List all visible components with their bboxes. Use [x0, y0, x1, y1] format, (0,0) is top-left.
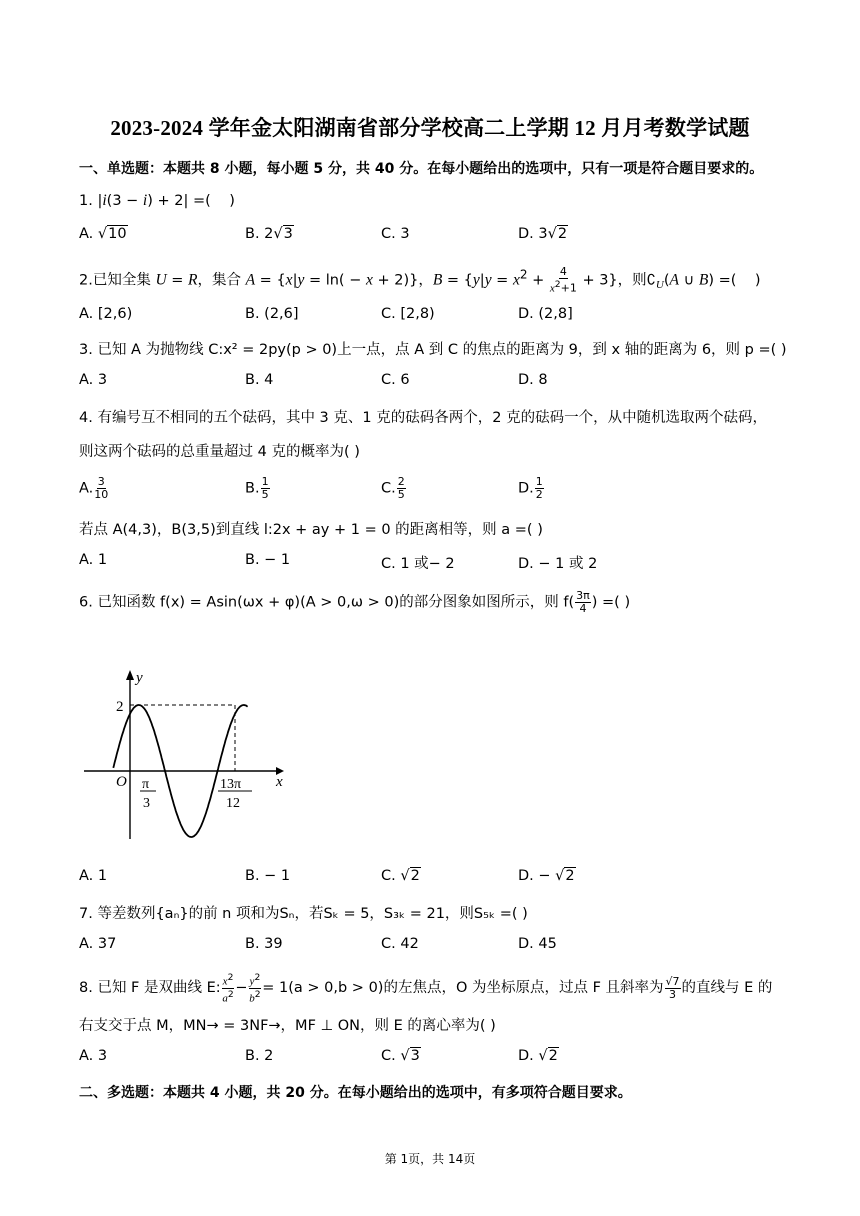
q5-option-d: D. − 1 或 2 [518, 556, 598, 572]
q8-option-b: B. 2 [245, 1048, 274, 1064]
peak-value-label: 2 [116, 699, 124, 715]
q6-option-c: C. √2 [381, 868, 420, 884]
q3-option-c: C. 6 [381, 372, 410, 388]
q1-option-d: D. 3√2 [518, 226, 568, 242]
y-axis-label: y [136, 670, 143, 686]
tick2-numerator: 13π [220, 777, 242, 792]
question-4-line1: 4. 有编号互不相同的五个砝码，其中 3 克、1 克的砝码各两个，2 克的砝码一个，从中随机选取两个砝码， [79, 410, 768, 426]
q1-option-a: A. √10 [79, 226, 127, 242]
q8-option-a: A. 3 [79, 1048, 108, 1064]
q3-option-d: D. 8 [518, 372, 548, 388]
x-axis-label: x [276, 774, 283, 790]
q5-option-a: A. 1 [79, 552, 108, 568]
q8-option-c: C. √3 [381, 1048, 420, 1064]
q6-option-d: D. − √2 [518, 868, 575, 884]
origin-label: O [116, 774, 127, 790]
q1-option-c: C. 3 [381, 226, 410, 242]
q2-option-c: C. [2,8) [381, 306, 435, 322]
question-3: 3. 已知 A 为抛物线 C:x² = 2py(p > 0)上一点，点 A 到 C 的焦点的距离为 9，到 x 轴的距离为 6，则 p =( ) [79, 342, 787, 358]
sine-graph-figure [80, 664, 286, 842]
q3-option-b: B. 4 [245, 372, 274, 388]
q2-option-b: B. (2,6] [245, 306, 299, 322]
q7-option-b: B. 39 [245, 936, 283, 952]
q8-option-d: D. √2 [518, 1048, 558, 1064]
question-8-line1: 8. 已知 F 是双曲线 E: $\frac{x^2}{a^2}$ − $\frac{y^2}{b^2}$ = 1(a > 0,b > 0)的左焦点，O 为坐标原点，过点 F 且斜率为 $\frac{√7}{3}$ 的直线与 E 的 [79, 972, 773, 1005]
q6-option-b: B. − 1 [245, 868, 291, 884]
q4-option-b: B. $\frac{1}{5}$ [245, 475, 269, 501]
section-heading-single-choice: 一、单选题：本题共 8 小题，每小题 5 分，共 40 分。在每小题给出的选项中，只有一项是符合题目要求的。 [79, 161, 764, 177]
question-4-line2: 则这两个砝码的总重量超过 4 克的概率为( ) [79, 444, 360, 460]
question-8-line2: 右支交于点 M，MN→ = 3NF→，MF ⊥ ON，则 E 的离心率为( ) [79, 1018, 496, 1034]
q7-option-c: C. 42 [381, 936, 419, 952]
question-6: 6. 已知函数 f(x) = Asin(ωx + φ)(A > 0,ω > 0)的部分图象如图所示，则 f( $\frac{3\pi}{4}$ ) =( ) [79, 589, 631, 615]
q2-option-a: A. [2,6) [79, 306, 133, 322]
question-1: 1. |i(3 − i) + 2| =( ) [79, 192, 235, 209]
page-footer: 第 1页，共 14页 [384, 1152, 476, 1166]
q5-option-c: C. 1 或− 2 [381, 556, 455, 572]
q3-option-a: A. 3 [79, 372, 108, 388]
q1-option-b: B. 2√3 [245, 226, 293, 242]
tick2-denominator: 12 [226, 796, 240, 811]
page-title: 2023-2024 学年金太阳湖南省部分学校高二上学期 12 月月考数学试题 [110, 116, 750, 140]
question-5: 若点 A(4,3)，B(3,5)到直线 l:2x + ay + 1 = 0 的距离相等，则 a =( ) [79, 522, 543, 538]
q6-option-a: A. 1 [79, 868, 108, 884]
q7-option-a: A. 37 [79, 936, 117, 952]
q5-option-b: B. − 1 [245, 552, 291, 568]
sine-graph-svg [80, 664, 286, 842]
question-7: 7. 等差数列{aₙ}的前 n 项和为Sₙ，若Sₖ = 5，S₃ₖ = 21，则S₅ₖ =( ) [79, 906, 528, 922]
section-heading-multiple-choice: 二、多选题：本题共 4 小题，共 20 分。在每小题给出的选项中，有多项符合题目要求。 [79, 1085, 632, 1101]
q4-option-d: D. $\frac{1}{2}$ [518, 475, 543, 501]
q4-option-c: C. $\frac{2}{5}$ [381, 475, 405, 501]
q7-option-d: D. 45 [518, 936, 557, 952]
q2-option-d: D. (2,8] [518, 306, 573, 322]
y-axis-arrow [126, 670, 134, 680]
question-2: 2.已知全集 U = R，集合 A = {x|y = ln( − x + 2)}，$B = \{y|y = x^2$ + $\frac{4}{x^2+1}$ + 3}，则$∁_U(A$ ∪ B) =( ) [79, 265, 761, 295]
tick1-numerator: π [142, 777, 150, 792]
q4-option-a: A. $\frac{3}{10}$ [79, 475, 109, 501]
tick1-denominator: 3 [143, 796, 150, 811]
